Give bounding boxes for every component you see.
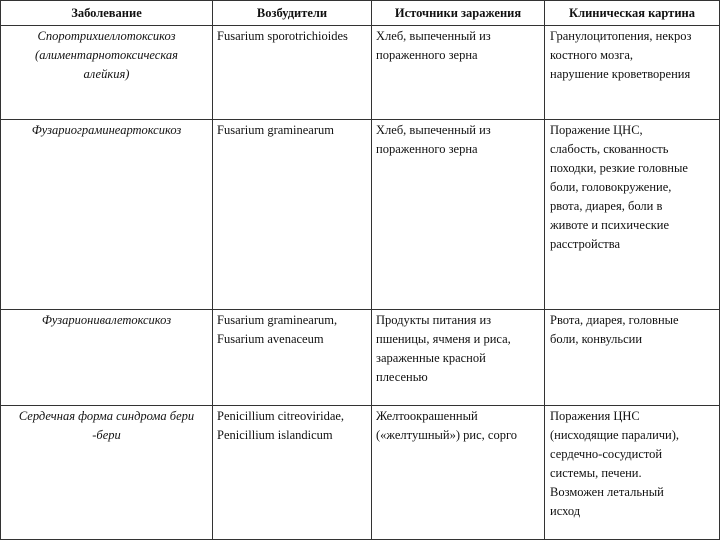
clinical-line: (нисходящие параличи), (550, 428, 680, 442)
table-row (1, 310, 720, 406)
pathogen-cell (213, 26, 372, 120)
table-header-row (1, 1, 720, 26)
clinical-line: боли, конвульсии (550, 332, 643, 346)
disease-cell (1, 310, 213, 406)
disease-cell (1, 26, 213, 120)
header-disease: Заболевание (1, 1, 213, 26)
source-cell (372, 120, 545, 310)
clinical-line: костного мозга, (550, 48, 634, 62)
disease-line: алейкия) (83, 67, 130, 81)
header-pathogens: Возбудители (213, 1, 372, 26)
disease-line: Сердечная форма синдрома бери (18, 409, 195, 423)
source-line: Продукты питания из (376, 313, 492, 327)
clinical-line: нарушение кроветворения (550, 67, 691, 81)
pathogen-line: Fusarium sporotrichioides (217, 29, 348, 43)
pathogen-cell (213, 120, 372, 310)
source-line: пораженного зерна (376, 142, 478, 156)
source-cell (372, 406, 545, 540)
source-line: Желтоокрашенный (376, 409, 478, 423)
source-line: Хлеб, выпеченный из (376, 29, 491, 43)
clinical-line: сердечно-сосудистой (550, 447, 663, 461)
source-line: пшеницы, ячменя и риса, (376, 332, 511, 346)
source-line: зараженные красной (376, 351, 486, 365)
header-sources: Источники заражения (372, 1, 545, 26)
clinical-line: расстройства (550, 237, 620, 251)
pathogen-line: Penicillium islandicum (217, 428, 333, 442)
clinical-line: Гранулоцитопения, некроз (550, 29, 692, 43)
source-line: («желтушный») рис, сорго (376, 428, 518, 442)
source-line: пораженного зерна (376, 48, 478, 62)
source-line: плесенью (376, 370, 428, 384)
clinical-line: рвота, диарея, боли в (550, 199, 663, 213)
pathogen-line: Fusarium avenaceum (217, 332, 324, 346)
disease-line: Споротрихиеллотоксикоз (37, 29, 176, 43)
source-line: Хлеб, выпеченный из (376, 123, 491, 137)
source-cell (372, 310, 545, 406)
table-row (1, 406, 720, 540)
clinical-line: Поражения ЦНС (550, 409, 640, 423)
clinical-line: походки, резкие головные (550, 161, 688, 175)
pathogen-line: Fusarium graminearum, (217, 313, 338, 327)
disease-line: -бери (92, 428, 121, 442)
clinical-line: слабость, скованность (550, 142, 669, 156)
table-row (1, 26, 720, 120)
clinical-cell (545, 310, 720, 406)
disease-line: Фузариограминеартоксикоз (31, 123, 182, 137)
pathogen-cell (213, 310, 372, 406)
table-row (1, 120, 720, 310)
disease-line: Фузарионивалетоксикоз (41, 313, 172, 327)
clinical-line: системы, печени. (550, 466, 642, 480)
source-cell (372, 26, 545, 120)
pathogen-line: Fusarium graminearum (217, 123, 334, 137)
pathogen-cell (213, 406, 372, 540)
header-clinical-picture: Клиническая картина (545, 1, 720, 26)
clinical-line: Рвота, диарея, головные (550, 313, 679, 327)
pathogen-line: Penicillium citreoviridae, (217, 409, 345, 423)
disease-cell (1, 406, 213, 540)
clinical-line: боли, головокружение, (550, 180, 672, 194)
clinical-line: животе и психические (550, 218, 670, 232)
clinical-line: Возможен летальный (550, 485, 664, 499)
clinical-cell (545, 120, 720, 310)
clinical-line: Поражение ЦНС, (550, 123, 643, 137)
clinical-cell (545, 406, 720, 540)
clinical-line: исход (550, 504, 581, 518)
disease-line: (алиментарнотоксическая (35, 48, 178, 62)
disease-cell (1, 120, 213, 310)
clinical-cell (545, 26, 720, 120)
